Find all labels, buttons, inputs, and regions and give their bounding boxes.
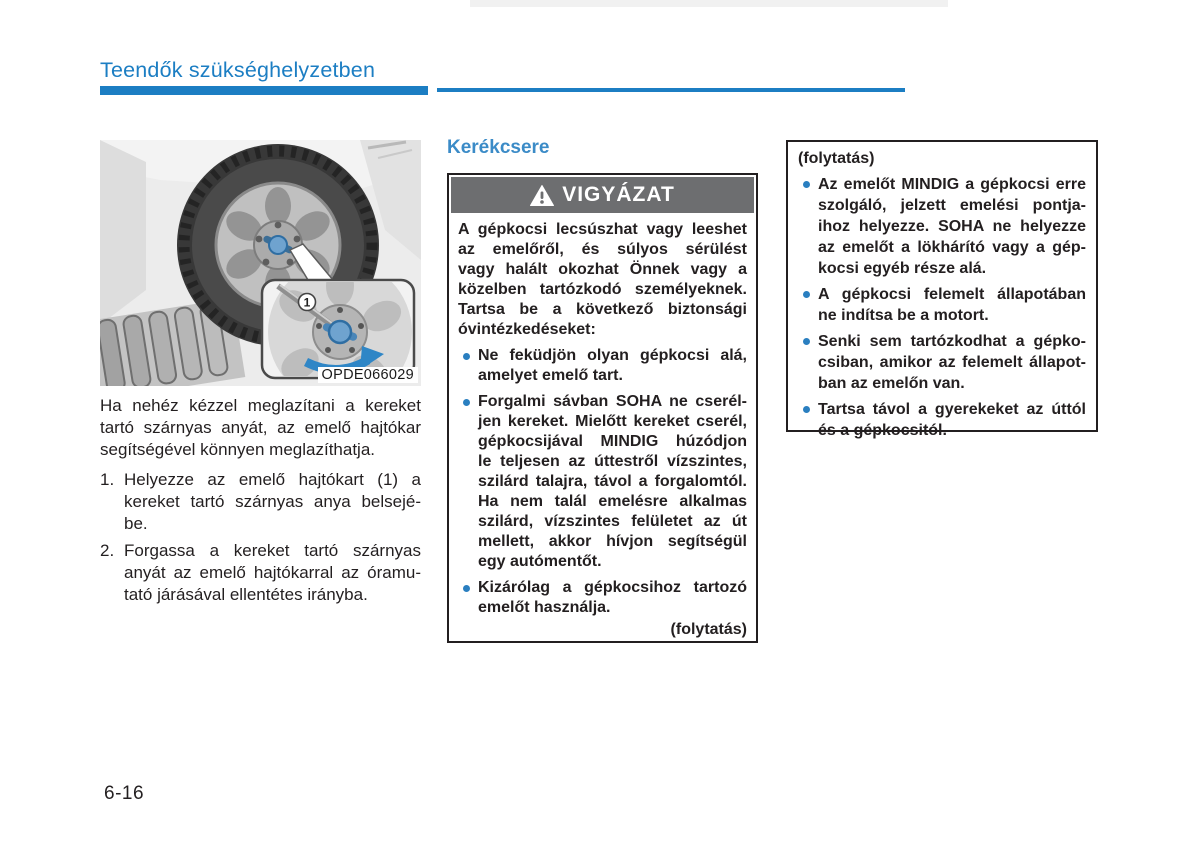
- continuation-box: [786, 140, 1098, 439]
- bullet-dot-icon: [463, 399, 470, 406]
- text-line: közelben tartózkodó személyeknek.: [458, 281, 747, 298]
- step-number: 2.: [100, 541, 115, 560]
- text-line: Ha nehéz kézzel meglazítani a kereket: [100, 396, 421, 415]
- bullet-dot-icon: [803, 406, 810, 413]
- text-line: segítségével könnyen meglazíthatja.: [100, 440, 376, 459]
- bullet-item: [798, 331, 1086, 394]
- text-line: ne indítsa be a motort.: [818, 307, 989, 324]
- text-line: óvintézkedéseket:: [458, 321, 596, 338]
- bullet-item: [798, 284, 1086, 326]
- text-line: be.: [124, 514, 148, 533]
- text-line: Ne feküdjön olyan gépkocsi alá,: [478, 347, 747, 364]
- title-underline-bar: [100, 86, 428, 95]
- text-line: jen kereket. Mielőtt kereket cserél,: [478, 413, 747, 430]
- right-column: [786, 140, 1098, 439]
- warning-title: VIGYÁZAT: [562, 183, 675, 206]
- text-line: Az emelőt MINDIG a gépkocsi erre: [818, 176, 1086, 193]
- text-line: tató járásával ellentétes irányba.: [124, 585, 368, 604]
- page-title: Teendők szükséghelyzetben: [100, 58, 376, 82]
- text-line: ban az emelőn van.: [818, 375, 965, 392]
- warning-intro: [458, 220, 747, 340]
- section-title: Kerékcsere: [447, 137, 550, 158]
- spare-tire-figure: [100, 140, 421, 386]
- text-line: anyát az emelő hajtókarral az óramu-: [124, 563, 421, 582]
- warning-body: [449, 215, 756, 618]
- text-line: gépkocsijával MINDIG húzódjon: [478, 433, 747, 450]
- text-line: Ha nem talál emelésre alkalmas: [478, 493, 747, 510]
- continuation-title: (folytatás): [798, 150, 875, 167]
- text-line: vagy halált okozhat Önnek vagy a: [458, 261, 747, 278]
- warning-box: [447, 173, 758, 643]
- page-number: 6-16: [104, 783, 145, 804]
- text-line: Forgassa a kereket tartó szárnyas: [124, 541, 421, 560]
- text-line: Helyezze az emelő hajtókart (1) a: [124, 470, 421, 489]
- step-list: [100, 469, 421, 606]
- text-line: az emelőt a lökhárító vagy a gép-: [818, 239, 1086, 256]
- bullet-dot-icon: [463, 585, 470, 592]
- bullet-item: [798, 174, 1086, 279]
- text-line: kereket tartó szárnyas anya belsejé-: [124, 492, 421, 511]
- continuation-note: (folytatás): [670, 621, 747, 638]
- text-line: csiban, amikor az felemelt állapot-: [818, 354, 1086, 371]
- spare-tire-illustration: [100, 140, 421, 386]
- callout-number-label: [299, 294, 316, 311]
- text-line: mellett, akkor hívjon segítségül: [478, 533, 747, 550]
- text-line: az emelőről, és súlyos sérülést: [458, 241, 747, 258]
- text-line: A gépkocsi lecsúszhat vagy leeshet: [458, 221, 747, 238]
- figure-caption: OPDE066029: [318, 367, 418, 383]
- text-line: szolgáló, jelzett emelési pontja-: [818, 197, 1086, 214]
- text-line: Tartsa távol a gyerekeket az úttól: [818, 401, 1086, 418]
- step-item: [100, 540, 421, 606]
- svg-text:1: 1: [303, 295, 311, 310]
- middle-column: [447, 137, 758, 643]
- text-line: kocsi egyéb része alá.: [818, 260, 987, 277]
- text-line: egy autómentőt.: [478, 553, 602, 570]
- step-item: [100, 469, 421, 535]
- bullet-item: [798, 399, 1086, 441]
- text-line: Tartsa be a következő biztonsági: [458, 301, 747, 318]
- top-edge-strip: [470, 0, 948, 7]
- text-line: emelőt használja.: [478, 599, 611, 616]
- text-line: Senki sem tartózkodhat a gépko-: [818, 333, 1086, 350]
- text-line: Forgalmi sávban SOHA ne cserél-: [478, 393, 747, 410]
- bullet-dot-icon: [463, 353, 470, 360]
- text-line: szilárd talajra, távol a forgalomtól.: [478, 473, 747, 490]
- text-line: Kizárólag a gépkocsihoz tartozó: [478, 579, 747, 596]
- left-column: [100, 140, 421, 606]
- warning-header-bar: [451, 177, 754, 213]
- warning-triangle-icon: [530, 185, 554, 206]
- text-line: tartó szárnyas anyát, az emelő hajtókar: [100, 418, 421, 437]
- bullet-dot-icon: [803, 338, 810, 345]
- warning-bullet-list: [458, 346, 747, 618]
- bullet-item: [458, 578, 747, 618]
- text-line: A gépkocsi felemelt állapotában: [818, 286, 1086, 303]
- text-line: és a gépkocsitól.: [818, 422, 947, 439]
- bullet-item: [458, 392, 747, 572]
- bullet-dot-icon: [803, 291, 810, 298]
- text-line: amelyet emelő tart.: [478, 367, 623, 384]
- text-line: le teljesen az úttestről vízszintes,: [478, 453, 747, 470]
- bullet-dot-icon: [803, 181, 810, 188]
- text-line: szilárd, vízszintes felületet az út: [478, 513, 747, 530]
- text-line: ihoz helyezze. SOHA ne helyezze: [818, 218, 1086, 235]
- header-rule: [437, 88, 905, 92]
- continuation-bullet-list: [798, 174, 1086, 441]
- intro-paragraph: [100, 395, 421, 461]
- step-number: 1.: [100, 470, 115, 489]
- bullet-item: [458, 346, 747, 386]
